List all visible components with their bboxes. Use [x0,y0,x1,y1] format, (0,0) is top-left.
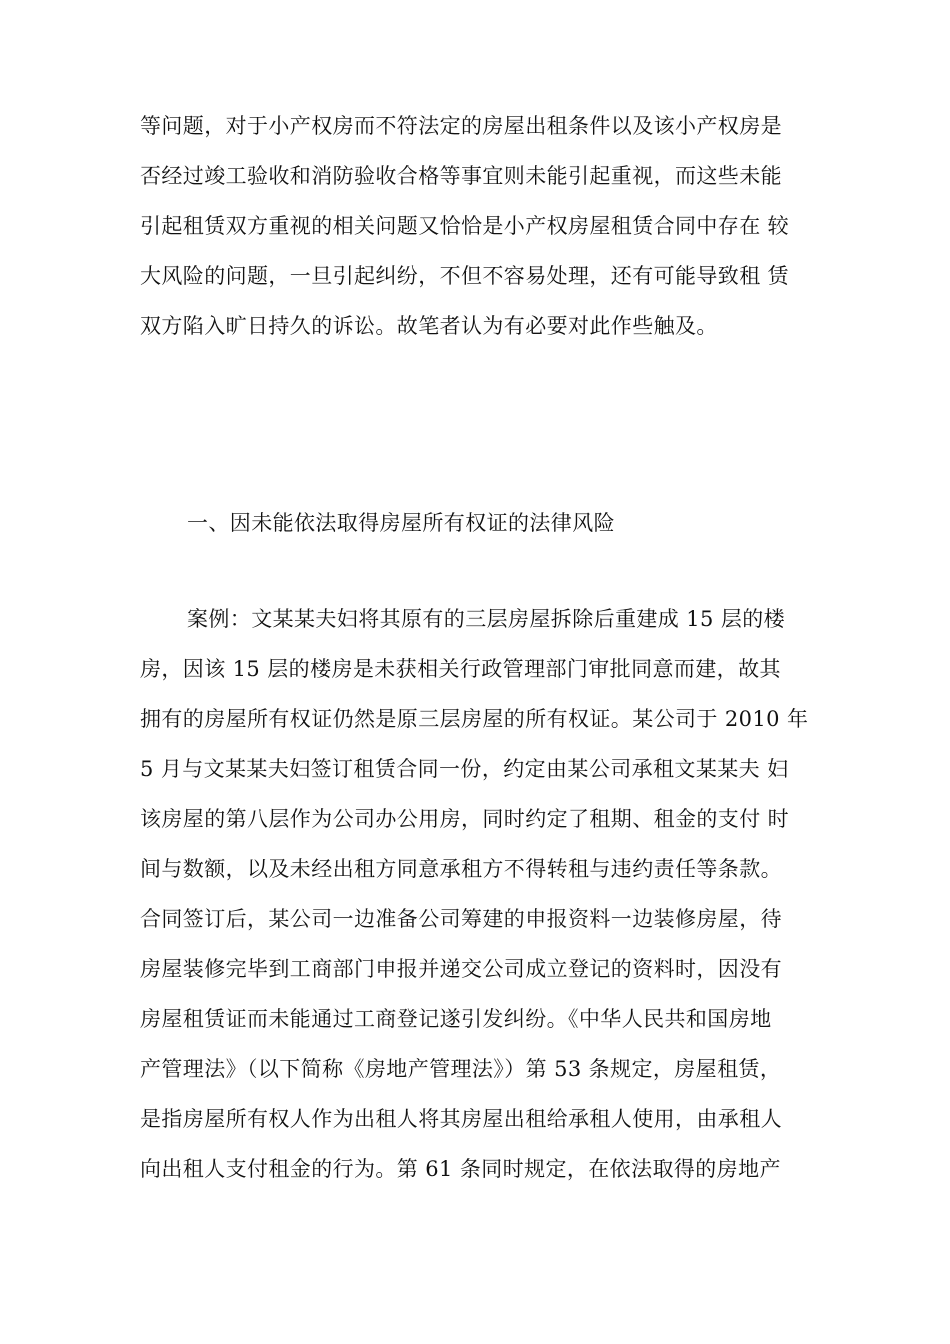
case-line-1: 案例：文某某夫妇将其原有的三层房屋拆除后重建成 15 层的楼 [187,607,786,631]
intro-line-5: 双方陷入旷日持久的诉讼。故笔者认为有必要对此作些触及。 [140,314,718,338]
case-line-9: 房屋租赁证而未能通过工商登记遂引发纠纷。《中华人民共和国房地 [140,1007,772,1031]
case-line-10: 产管理法》（以下简称《房地产管理法》）第 53 条规定，房屋租赁， [140,1057,782,1081]
case-line-12: 向出租人支付租金的行为。第 61 条同时规定，在依法取得的房地产 [140,1157,781,1181]
case-line-3: 拥有的房屋所有权证仍然是原三层房屋的所有权证。某公司于 2010 年 [140,707,809,731]
section-heading: 一、因未能依法取得房屋所有权证的法律风险 [187,511,615,535]
intro-line-1: 等问题，对于小产权房而不符法定的房屋出租条件以及该小产权房是 [140,114,782,138]
intro-line-4: 大风险的问题，一旦引起纠纷，不但不容易处理，还有可能导致租 赁 [140,264,790,288]
case-line-5: 该房屋的第八层作为公司办公用房，同时约定了租期、租金的支付 时 [140,807,790,831]
case-line-4: 5 月与文某某夫妇签订租赁合同一份，约定由某公司承租文某某夫 妇 [140,757,789,781]
intro-line-2: 否经过竣工验收和消防验收合格等事宜则未能引起重视，而这些未能 [140,164,782,188]
case-line-7: 合同签订后，某公司一边准备公司筹建的申报资料一边装修房屋，待 [140,907,782,931]
intro-line-3: 引起租赁双方重视的相关问题又恰恰是小产权房屋租赁合同中存在 较 [140,214,790,238]
case-line-6: 间与数额，以及未经出租方同意承租方不得转租与违约责任等条款。 [140,857,782,881]
case-line-8: 房屋装修完毕到工商部门申报并递交公司成立登记的资料时，因没有 [140,957,782,981]
case-line-11: 是指房屋所有权人作为出租人将其房屋出租给承租人使用，由承租人 [140,1107,782,1131]
case-line-2: 房，因该 15 层的楼房是未获相关行政管理部门审批同意而建，故其 [140,657,781,681]
